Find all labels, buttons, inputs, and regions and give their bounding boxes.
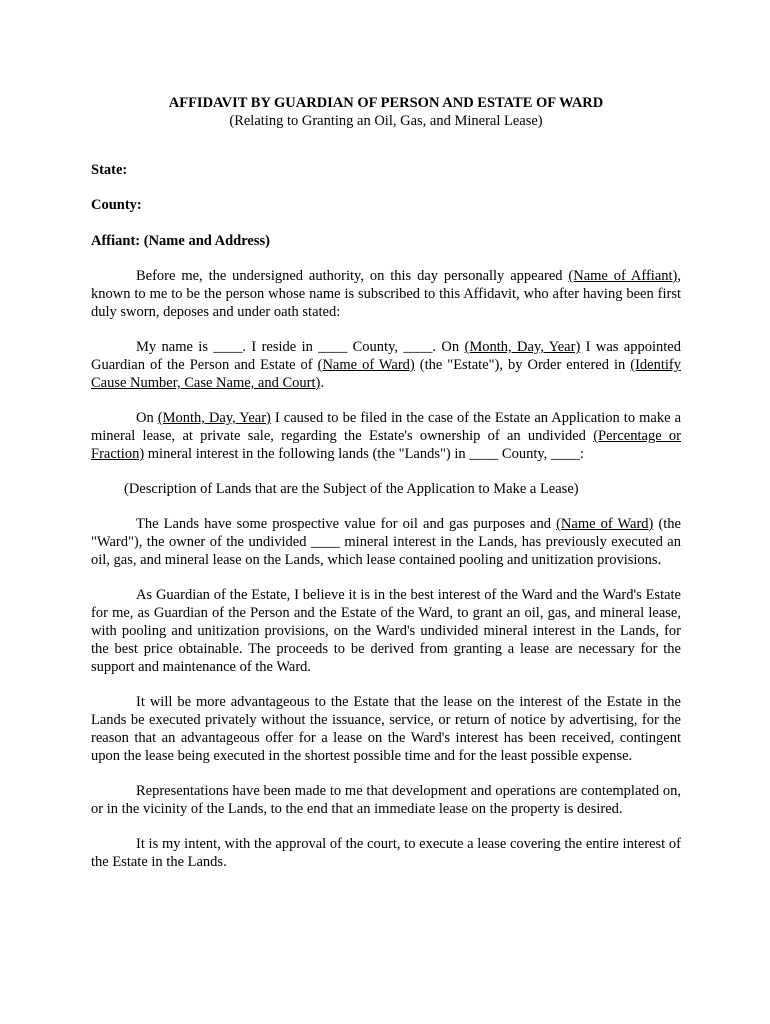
affiant-field-label: Affiant: (Name and Address) [91,233,270,249]
text: . [320,375,324,391]
paragraph-representations: Representations have been made to me that development and operations are contemplated on, or in the vicinity of the Lands, to the end that an immediate lease on the property is desired. [91,783,681,817]
placeholder-date: (Month, Day, Year) [464,339,581,355]
paragraph-best-interest: As Guardian of the Estate, I believe it is in the best interest of the Ward and the Ward's Estate for me, as Guardian of the Person and the Estate of the Ward, to grant an oil, gas, and mineral lease, with pooling and unitization provisions, on the Ward's undivided mineral interest in the Lands, for the best price obtainable. The proceeds to be derived from granting a lease are necessary for the support and maintenance of the Ward. [91,587,681,675]
county-field-label: County: [91,197,142,213]
text: (the "Estate"), by Order entered in [414,357,631,373]
paragraph-application [91,409,681,463]
placeholder-cause: (Identify Cause Number, Case Name, and Court) [91,357,681,391]
text: , known to me to be the person whose name is subscribed to this Affidavit, who after having been first duly sworn, deposes and under oath stated: [91,268,681,320]
text: mineral interest in the following lands (the "Lands") in ____ County, ____: [144,446,584,462]
state-field-label: State: [91,162,128,178]
text: On [136,410,158,426]
paragraph-advantageous: It will be more advantageous to the Estate that the lease on the interest of the Estate in the Lands be executed privately without the issuance, service, or return of notice by advertising, for the reason that an advantageous offer for a lease on the Ward's interest has been received, contingent upon the lease being executed in the shortest possible time and for the least possible expense. [91,694,681,764]
paragraph-land-description: (Description of Lands that are the Subject of the Application to Make a Lease) [124,481,579,497]
paragraph-prospective-value [91,515,681,569]
placeholder-fraction: (Percentage or Fraction) [91,428,681,462]
text: Before me, the undersigned authority, on this day personally appeared [136,268,569,284]
placeholder-name-of-affiant: (Name of Affiant) [568,268,678,284]
paragraph-intent: It is my intent, with the approval of the court, to execute a lease covering the entire interest of the Estate in the Lands. [91,836,681,870]
document-subtitle: (Relating to Granting an Oil, Gas, and Mineral Lease) [229,113,543,129]
text: My name is ____. I reside in ____ County, ____. On [136,339,465,355]
paragraph-appointment [91,338,681,392]
text: I was appointed Guardian of the Person and Estate of [91,339,681,373]
paragraph-appearance [91,267,681,321]
text: (the "Ward"), the owner of the undivided ____ mineral interest in the Lands, has previously executed an oil, gas, and mineral lease on the Lands, which lease contained pooling and unitization provisions. [91,516,681,568]
placeholder-name-of-ward: (Name of Ward) [317,357,415,373]
placeholder-date: (Month, Day, Year) [157,410,271,426]
text: I caused to be filed in the case of the Estate an Application to make a mineral lease, at private sale, regarding the Estate's ownership of an undivided [91,410,682,444]
text: The Lands have some prospective value for oil and gas purposes and [136,516,557,532]
placeholder-name-of-ward: (Name of Ward) [556,516,654,532]
document-title: AFFIDAVIT BY GUARDIAN OF PERSON AND ESTATE OF WARD [168,95,604,111]
